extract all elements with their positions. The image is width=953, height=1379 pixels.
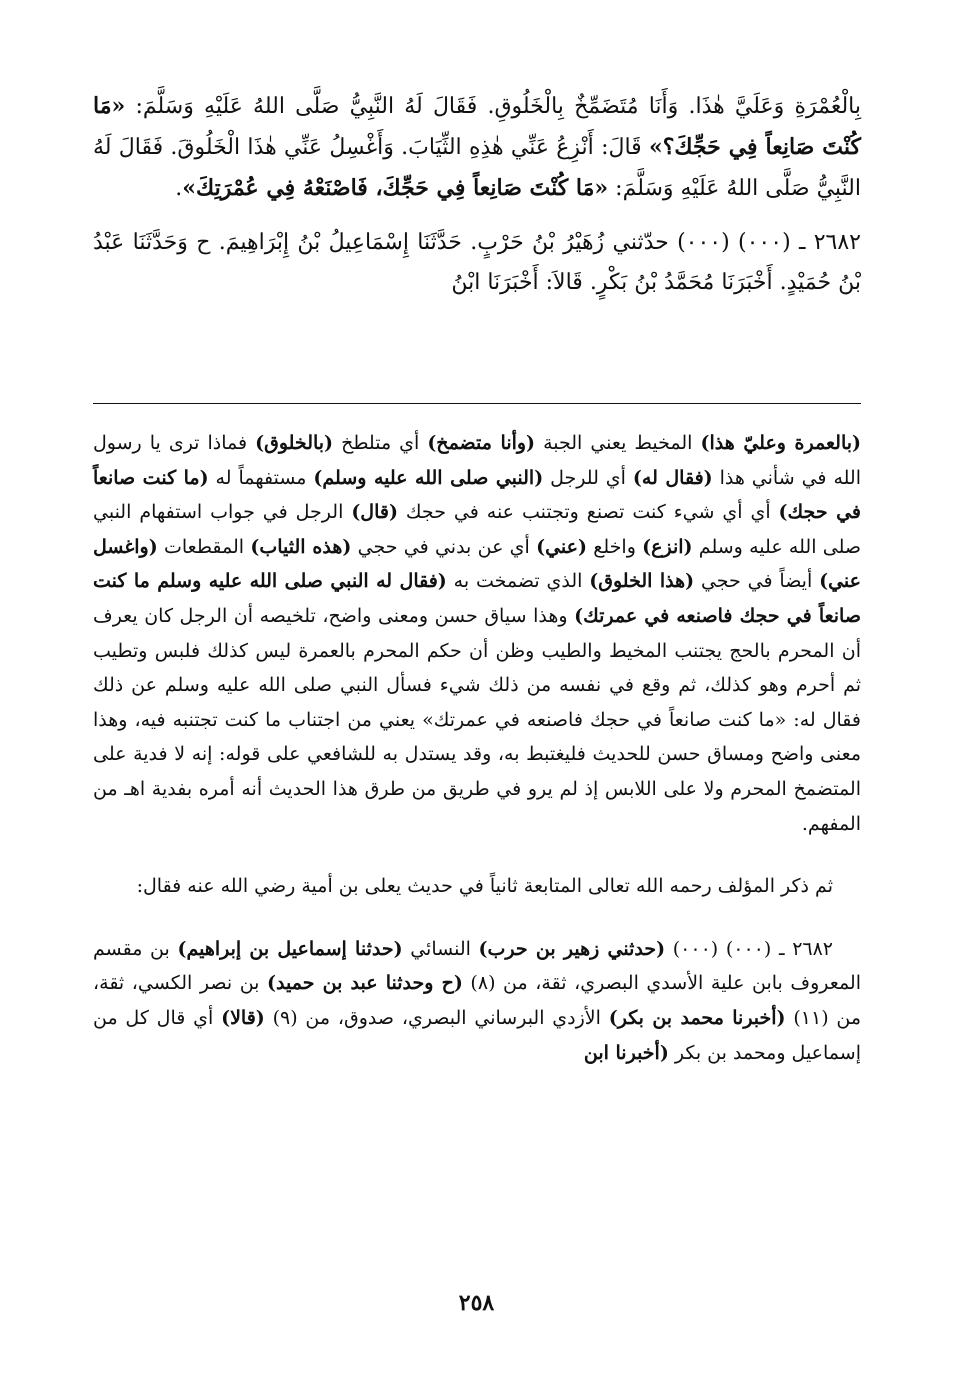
commentary-quoted-term: (بالخلوق) — [255, 432, 334, 454]
commentary-text: أي أي شيء كنت تصنع وتجتنب عنه في حجك — [397, 501, 779, 524]
commentary-quoted-term: (عني) — [536, 535, 587, 558]
hadith-text-segment: . — [175, 176, 183, 201]
commentary-text: الأزدي البرساني البصري، صدوق، من (٩) — [264, 1006, 609, 1029]
commentary-quoted-term: (ح وحدثنا عبد بن حميد) — [267, 972, 463, 995]
commentary-quoted-term: (النبي صلى الله عليه وسلم) — [313, 466, 544, 489]
commentary-text: أي عن بدني في حجي — [351, 535, 537, 558]
commentary-quoted-term: (قالا) — [221, 1006, 265, 1029]
commentary-text: بن مقسم المعروف بابن علية الأسدي البصري، ثقة، من (٨) — [93, 937, 861, 995]
commentary-quoted-term: (بالعمرة وعليّ هذا) — [700, 432, 862, 454]
commentary-quoted-term: (انزع) — [642, 535, 693, 558]
commentary-paragraph-2: ثم ذكر المؤلف رحمه الله تعالى المتابعة ثانياً في حديث يعلى بن أمية رضي الله عنه فقال: — [136, 875, 833, 898]
commentary-text: واخلع — [587, 535, 643, 558]
hadith-paragraph-2: ٢٦٨٢ ـ (٠٠٠) (٠٠٠) حدّثني زُهَيْرُ بْنُ حَرْبٍ. حَدَّثَنَا إِسْمَاعِيلُ بْنُ إِبْرَاهِيمَ. ح وَحَدَّثَنَا عَبْدُ بْنُ حُمَيْدٍ. أَخْبَرَنَا مُحَمَّدُ بْنُ بَكْرٍ. قَالاَ: أَخْبَرَنَا ابْنُ — [93, 230, 861, 295]
commentary-paragraph-1 — [93, 426, 861, 841]
hadith-text — [93, 86, 861, 303]
commentary-quoted-term: (وأنا متضمخ) — [427, 432, 536, 454]
commentary-text: الذي تضمخت به — [446, 570, 590, 593]
commentary-quoted-term: (هذا الخلوق) — [589, 570, 695, 593]
commentary-text: بن نصر الكسي، ثقة، من (١١) — [93, 972, 862, 1029]
commentary-text: أيضاً في حجي — [694, 570, 820, 593]
prophet-quote: «مَا كُنْتَ صَانِعاً فِي حَجِّكَ؟» — [93, 93, 861, 160]
hadith-paragraph-1 — [93, 86, 861, 209]
prophet-quote: «مَا كُنْتَ صَانِعاً فِي حَجِّكَ، فَاصْنَعْهُ فِي عُمْرَتِكَ» — [182, 175, 609, 201]
commentary-quoted-term: (واغسل عني) — [93, 535, 862, 593]
hadith-text-segment: بِالْعُمْرَةِ وَعَلَيَّ هٰذَا. وَأَنَا مُتَضَمِّخٌ بِالْخَلُوقِ. فَقَالَ لَهُ النَّبِيُّ صَلَّى اللهُ عَلَيْهِ وَسَلَّمَ: — [125, 94, 861, 119]
commentary-quoted-term: (حدثنا إسماعيل بن إبراهيم) — [177, 937, 403, 960]
commentary-quoted-term: (قال) — [351, 501, 398, 524]
commentary-text: الرجل في جواب استفهام النبي صلى الله عليه وسلم — [93, 501, 862, 558]
page-number: ٢٥٨ — [458, 1290, 495, 1316]
commentary-text: أي متلطخ — [333, 432, 428, 454]
hadith-text-segment: قَالَ: أَنْزِعُ عَنِّي هٰذِهِ الثِّيَابَ. وَأَغْسِلُ عَنِّي هٰذَا الْخَلُوقَ. فَقَالَ لَهُ النَّبِيُّ صَلَّى اللهُ عَلَيْهِ وَسَلَّمَ: — [93, 135, 861, 201]
commentary-quoted-term: (أخبرنا ابن — [583, 1041, 669, 1064]
commentary-text: النسائي — [402, 937, 479, 960]
commentary-quoted-term: (فقال له النبي صلى الله عليه وسلم ما كنت صانعاً في حجك فاصنعه في عمرتك) — [93, 570, 861, 627]
commentary-text: ٢٦٨٢ ـ (٠٠٠) (٠٠٠) — [665, 937, 834, 960]
commentary-quoted-term: (حدثني زهير بن حرب) — [478, 937, 666, 960]
commentary-text: فماذا ترى يا رسول الله في شأني هذا — [93, 432, 861, 489]
commentary-text: المقطعات — [157, 535, 251, 558]
commentary — [93, 426, 861, 1070]
commentary-quoted-term: (ما كنت صانعاً في حجك) — [93, 466, 862, 524]
commentary-quoted-term: (هذه الثياب) — [250, 535, 352, 558]
footnote-divider — [93, 403, 861, 404]
commentary-text: أي للرجل — [543, 466, 633, 489]
commentary-text: مستفهماً له — [208, 466, 314, 489]
commentary-quoted-term: (أخبرنا محمد بن بكر) — [608, 1006, 786, 1029]
commentary-text: المخيط يعني الجبة — [535, 432, 701, 454]
commentary-text: أي قال كل من إسماعيل ومحمد بن بكر — [93, 1006, 861, 1064]
commentary-quoted-term: (فقال له) — [632, 466, 713, 489]
commentary-text: وهذا سياق حسن ومعنى واضح، تلخيصه أن الرجل كان يعرف أن المحرم بالحج يجتنب المخيط والطيب وظن أن حكم المحرم بالعمرة ليس كذلك فلبس وتطيب ثم أحرم وهو كذلك، ثم وقع في نفسه من ذلك شيء فسأل النبي صلى الله عليه وسلم عن ذلك فقال له: «ما كنت صانعاً في حجك فاصنعه في عمرتك» يعني من اجتناب ما كنت تجتنبه فيه، وهذا معنى واضح ومساق حسن للحديث فليغتبط به، وقد يستدل به للشافعي على قوله: إنه لا فدية على المتضمخ المحرم ولا على اللابس إذ لم يرو في طريق من طرق هذا الحديث أنه أمره بفدية اهـ من المفهم. — [93, 604, 861, 835]
commentary-paragraph-3 — [93, 932, 861, 1070]
